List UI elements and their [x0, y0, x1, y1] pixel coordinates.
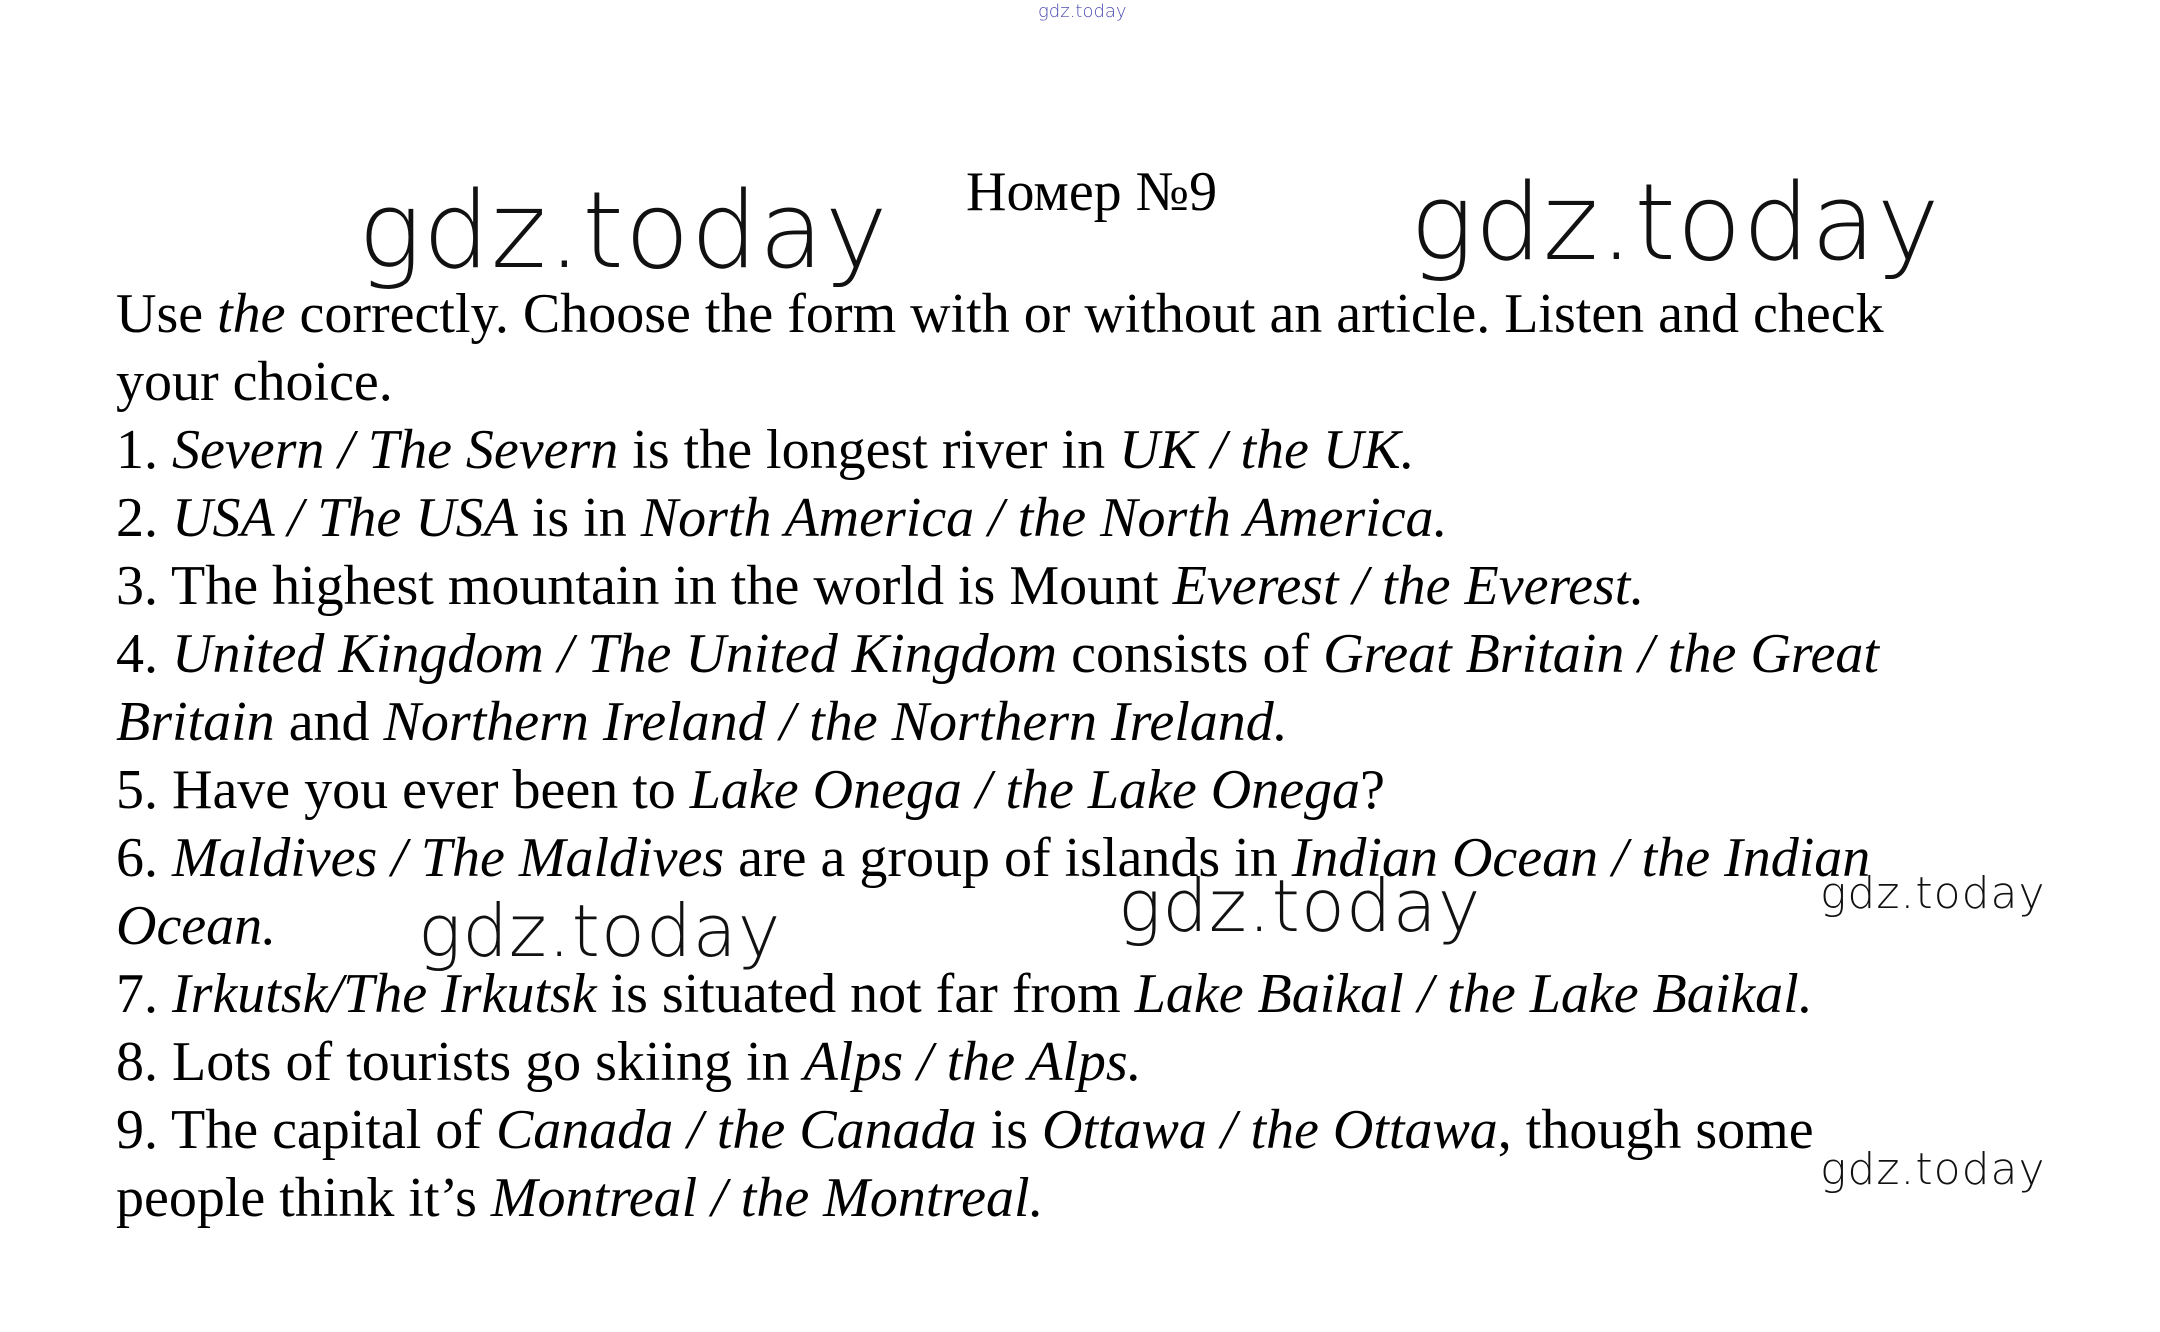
item-text: is the longest river in [618, 419, 1120, 481]
item-choice: USA / The USA [172, 487, 518, 549]
item-text: is in [517, 487, 641, 549]
item-text: people think it’s [116, 1167, 491, 1229]
item-number: 8. [116, 1031, 172, 1093]
watermark-small-upper: gdz.today [1820, 868, 2046, 919]
item-text: is situated not far from [596, 963, 1135, 1025]
item-text: The capital of [171, 1099, 496, 1161]
watermark-large-right: gdz.today [1410, 161, 1941, 284]
item-text: and [274, 691, 384, 753]
instruction-line-2 [116, 348, 2046, 416]
instruction-emphasis: the [217, 283, 286, 345]
item-number: 6. [116, 827, 172, 889]
exercise-item-6-continued [116, 892, 2046, 960]
item-number: 7. [116, 963, 172, 1025]
item-text: , though some [1497, 1099, 1814, 1161]
item-number: 3. [116, 555, 171, 617]
item-punctuation: . [1433, 487, 1448, 549]
item-punctuation: . [1400, 419, 1415, 481]
item-text: consists of [1057, 623, 1324, 685]
watermark-small-lower: gdz.today [1820, 1144, 2046, 1195]
exercise-item-1 [116, 416, 2046, 484]
item-punctuation: . [1127, 1031, 1142, 1093]
item-punctuation: ? [1360, 759, 1385, 821]
item-number: 4. [116, 623, 172, 685]
item-choice: Severn / The Severn [172, 419, 619, 481]
item-punctuation: . [262, 895, 277, 957]
watermark-top: gdz.today [1038, 1, 1127, 22]
item-choice: Britain [116, 691, 275, 753]
item-text: Lots of tourists go skiing in [172, 1031, 804, 1093]
watermark-large-left: gdz.today [358, 169, 889, 292]
exercise-item-3 [116, 552, 2046, 620]
watermark-mid-center: gdz.today [1118, 864, 1482, 948]
exercise-item-5 [116, 756, 2046, 824]
item-choice: Canada / the Canada [495, 1099, 977, 1161]
exercise-item-6 [116, 824, 2046, 892]
item-choice: Lake Onega / the Lake Onega [689, 759, 1361, 821]
item-text: Have you ever been to [172, 759, 690, 821]
item-choice: United Kingdom / The United Kingdom [172, 623, 1058, 685]
exercise-body [116, 280, 2046, 1232]
instruction-text: your choice. [116, 351, 393, 413]
item-number: 9. [116, 1099, 171, 1161]
instruction-text: correctly. Choose the form with or without an article. Listen and check [285, 283, 1884, 345]
item-choice: Indian Ocean / the Indian [1291, 827, 1871, 889]
item-number: 2. [116, 487, 172, 549]
item-number: 1. [116, 419, 172, 481]
item-punctuation: . [1630, 555, 1645, 617]
item-punctuation: . [1029, 1167, 1044, 1229]
item-punctuation: . [1273, 691, 1288, 753]
item-choice: Ottawa / the Ottawa [1042, 1099, 1498, 1161]
exercise-item-4 [116, 620, 2046, 688]
item-number: 5. [116, 759, 172, 821]
instruction-text: Use [116, 283, 218, 345]
exercise-item-2 [116, 484, 2046, 552]
item-punctuation: . [1798, 963, 1813, 1025]
exercise-item-9-continued [116, 1164, 2046, 1232]
item-choice: Northern Ireland / the Northern Ireland [383, 691, 1274, 753]
item-choice: UK / the UK [1119, 419, 1401, 481]
item-choice: Alps / the Alps [803, 1031, 1128, 1093]
instruction-line-1 [116, 280, 2046, 348]
watermark-mid-left: gdz.today [418, 889, 782, 973]
page-title: Номер №9 [966, 161, 1218, 223]
item-text: The highest mountain in the world is Mount [171, 555, 1173, 617]
exercise-item-4-continued [116, 688, 2046, 756]
item-choice: Lake Baikal / the Lake Baikal [1134, 963, 1799, 1025]
item-text: are a group of islands in [724, 827, 1292, 889]
item-choice: Everest / the Everest [1172, 555, 1631, 617]
item-choice: Montreal / the Montreal [490, 1167, 1030, 1229]
item-choice: Irkutsk/The Irkutsk [172, 963, 597, 1025]
item-choice: Maldives / The Maldives [172, 827, 725, 889]
item-choice: Ocean [116, 895, 263, 957]
exercise-item-8 [116, 1028, 2046, 1096]
exercise-item-7 [116, 960, 2046, 1028]
item-choice: North America / the North America [640, 487, 1434, 549]
item-text: is [976, 1099, 1042, 1161]
item-choice: Great Britain / the Great [1323, 623, 1879, 685]
exercise-item-9 [116, 1096, 2046, 1164]
